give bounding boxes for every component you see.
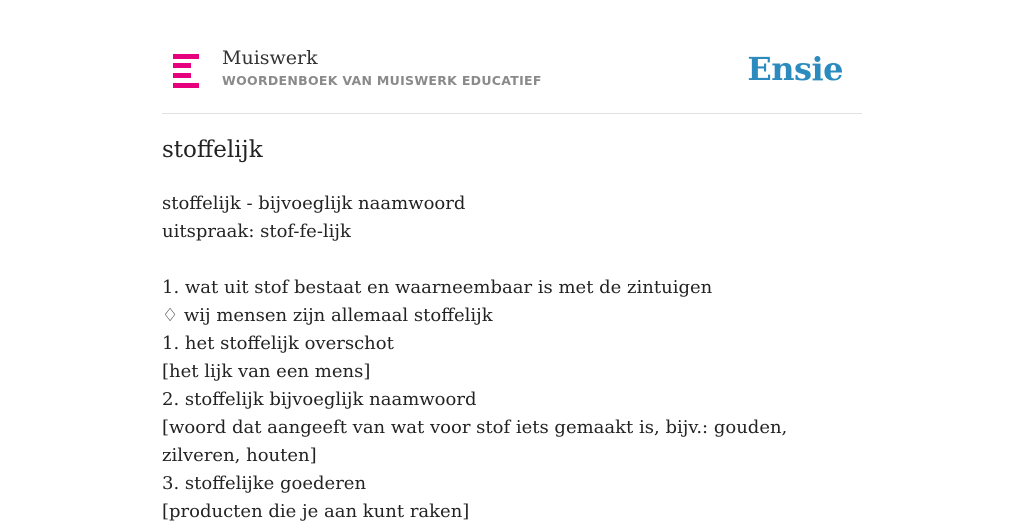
definition-line: uitspraak: stof-fe-lijk (162, 221, 351, 242)
definition-line: [producten die je aan kunt raken] (162, 501, 470, 522)
site-subtitle: WOORDENBOEK VAN MUISWERK EDUCATIEF (222, 73, 542, 88)
definition-line: 2. stoffelijk bijvoeglijk naamwoord (162, 389, 477, 410)
page-container (162, 0, 862, 522)
definition-line: ♢ wij mensen zijn allemaal stoffelijk (162, 305, 493, 326)
site-name[interactable]: Muiswerk (222, 47, 318, 69)
muiswerk-logo-icon[interactable] (173, 54, 199, 88)
ensie-logo[interactable]: Ensie (747, 50, 843, 88)
brand-block (222, 45, 542, 88)
definition-line: stoffelijk - bijvoeglijk naamwoord (162, 193, 466, 214)
definition-line: [het lijk van een mens] (162, 361, 371, 382)
definition-line (162, 246, 862, 274)
definition-line: 1. het stoffelijk overschot (162, 333, 394, 354)
definition-line: 1. wat uit stof bestaat en waarneembaar is met de zintuigen (162, 277, 713, 298)
site-header (162, 0, 862, 114)
page-title: stoffelijk (162, 137, 263, 163)
definition-line: [woord dat aangeeft van wat voor stof iets gemaakt is, bijv.: gouden, zilveren, houten] (162, 417, 788, 466)
definition-line: 3. stoffelijke goederen (162, 473, 367, 494)
definition-body (162, 190, 862, 526)
